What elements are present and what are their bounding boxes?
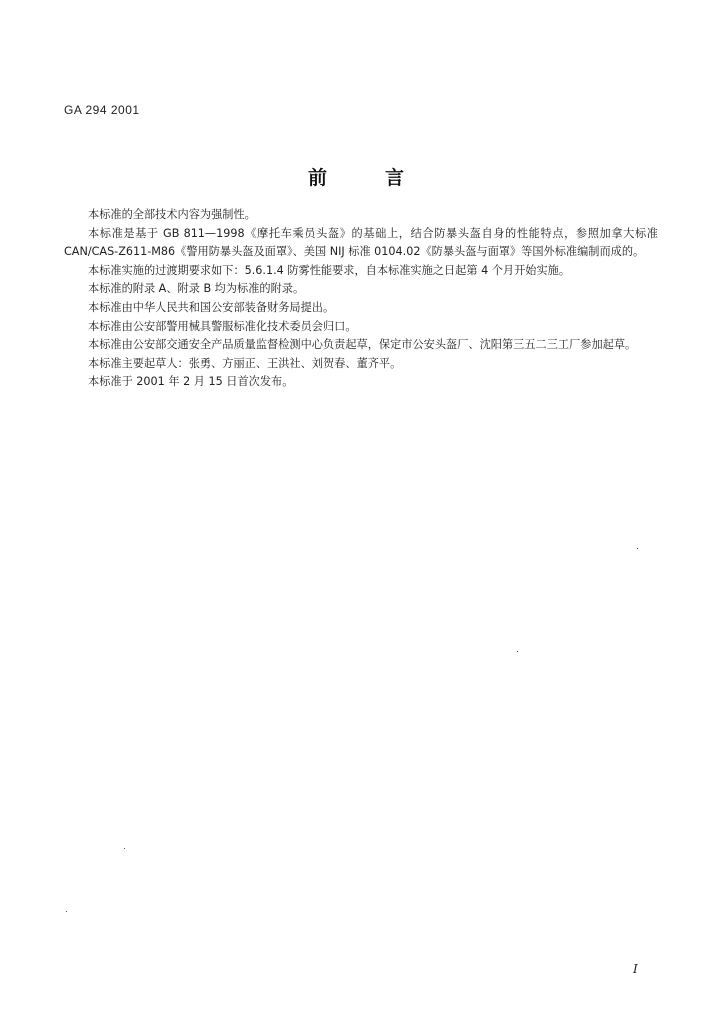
paragraph-appendix: 本标准的附录 A、附录 B 均为标准的附录。 bbox=[88, 282, 305, 296]
paragraph-drafting-org: 本标准由公安部交通安全产品质量监督检测中心负责起草，保定市公安头盔厂、沈阳第三五二三工厂参加起草。 bbox=[88, 338, 637, 352]
paragraph-committee: 本标准由公安部警用械具警服标准化技术委员会归口。 bbox=[88, 319, 357, 333]
scan-speck bbox=[637, 548, 638, 549]
paragraph-release: 本标准于 2001 年 2 月 15 日首次发布。 bbox=[88, 375, 294, 389]
standard-code: GA 294 2001 bbox=[64, 103, 140, 117]
page-title: 前言 bbox=[307, 167, 462, 189]
paragraph-basis: 本标准是基于 GB 811—1998《摩托车乘员头盔》的基础上，结合防暴头盔自身的性能特点，参照加拿大标准 CAN/CAS-Z611-M86《警用防暴头盔及面罩》、美国 NIJ 标准 0104.02《防暴头盔与面罩》等国外标准编制而成的。 bbox=[64, 226, 658, 259]
paragraph-proposer: 本标准由中华人民共和国公安部装备财务局提出。 bbox=[88, 300, 335, 314]
page-number: I bbox=[633, 962, 638, 976]
paragraph-transition: 本标准实施的过渡期要求如下：5.6.1.4 防雾性能要求，自本标准实施之日起第 4 个月开始实施。 bbox=[88, 263, 571, 277]
paragraph-drafters: 本标准主要起草人：张勇、方丽正、王洪社、刘贺春、董齐平。 bbox=[88, 356, 402, 370]
foreword-body bbox=[64, 206, 658, 392]
scan-speck bbox=[66, 911, 67, 912]
scan-speck bbox=[517, 651, 518, 652]
scan-speck bbox=[124, 848, 125, 849]
paragraph-mandatory: 本标准的全部技术内容为强制性。 bbox=[88, 208, 256, 221]
